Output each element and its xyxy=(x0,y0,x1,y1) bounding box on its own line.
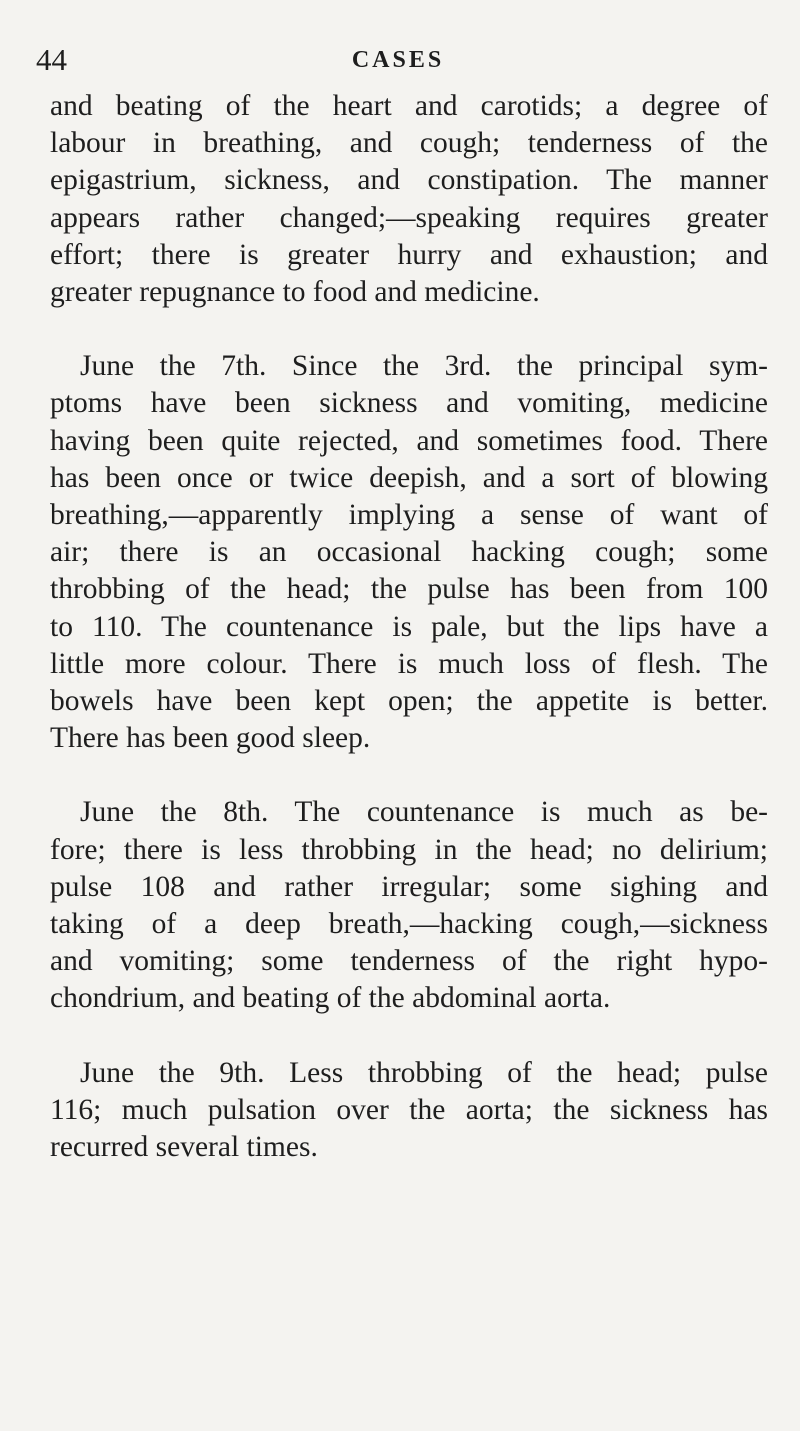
text-line: air; there is an occasional hacking cough; some xyxy=(50,536,768,569)
text-line: epigastrium, sickness, and constipation. The manner xyxy=(50,164,768,197)
text-line: having been quite rejected, and sometimes food. There xyxy=(50,424,768,457)
text-line: bowels have been kept open; the appetite is better. xyxy=(50,685,768,718)
text-line: throbbing of the head; the pulse has been from 100 xyxy=(50,573,768,606)
text-line: recurred several times. xyxy=(50,1131,318,1164)
text-line: has been once or twice deepish, and a sort of blowing xyxy=(50,461,768,494)
text-line: labour in breathing, and cough; tenderness of the xyxy=(50,127,768,160)
entry-june-9 xyxy=(50,1055,768,1167)
running-title: CASES xyxy=(351,47,445,73)
text-line: appears rather changed;—speaking requires greater xyxy=(50,201,768,234)
text-line: effort; there is greater hurry and exhaustion; and xyxy=(50,238,768,271)
entry-june-8 xyxy=(50,794,768,1017)
entry-june-7 xyxy=(50,348,768,757)
body-text xyxy=(50,88,768,1166)
text-line: There has been good sleep. xyxy=(50,722,371,755)
text-line: to 110. The countenance is pale, but the lips have a xyxy=(50,610,768,643)
text-line: fore; there is less throbbing in the head; no delirium; xyxy=(50,833,768,866)
page-number: 44 xyxy=(36,42,67,77)
text-line: chondrium, and beating of the abdominal aorta. xyxy=(50,982,611,1015)
text-line: June the 7th. Since the 3rd. the principal sym- xyxy=(80,350,768,383)
text-line: pulse 108 and rather irregular; some sighing and xyxy=(50,870,768,903)
text-line: breathing,—apparently implying a sense of want of xyxy=(50,499,768,532)
text-line: little more colour. There is much loss of flesh. The xyxy=(50,647,768,680)
text-line: and vomiting; some tenderness of the right hypo- xyxy=(50,945,768,978)
text-line: June the 9th. Less throbbing of the head; pulse xyxy=(80,1056,768,1089)
text-line: June the 8th. The countenance is much as be- xyxy=(80,796,768,829)
text-line: 116; much pulsation over the aorta; the sickness has xyxy=(50,1093,768,1126)
text-line: taking of a deep breath,—hacking cough,—sickness xyxy=(50,908,768,941)
running-head xyxy=(36,40,760,80)
text-line: greater repugnance to food and medicine. xyxy=(50,276,540,309)
text-line: and beating of the heart and carotids; a degree of xyxy=(50,90,768,122)
text-line: ptoms have been sickness and vomiting, medicine xyxy=(50,387,768,420)
paragraph-continuation xyxy=(50,88,768,311)
